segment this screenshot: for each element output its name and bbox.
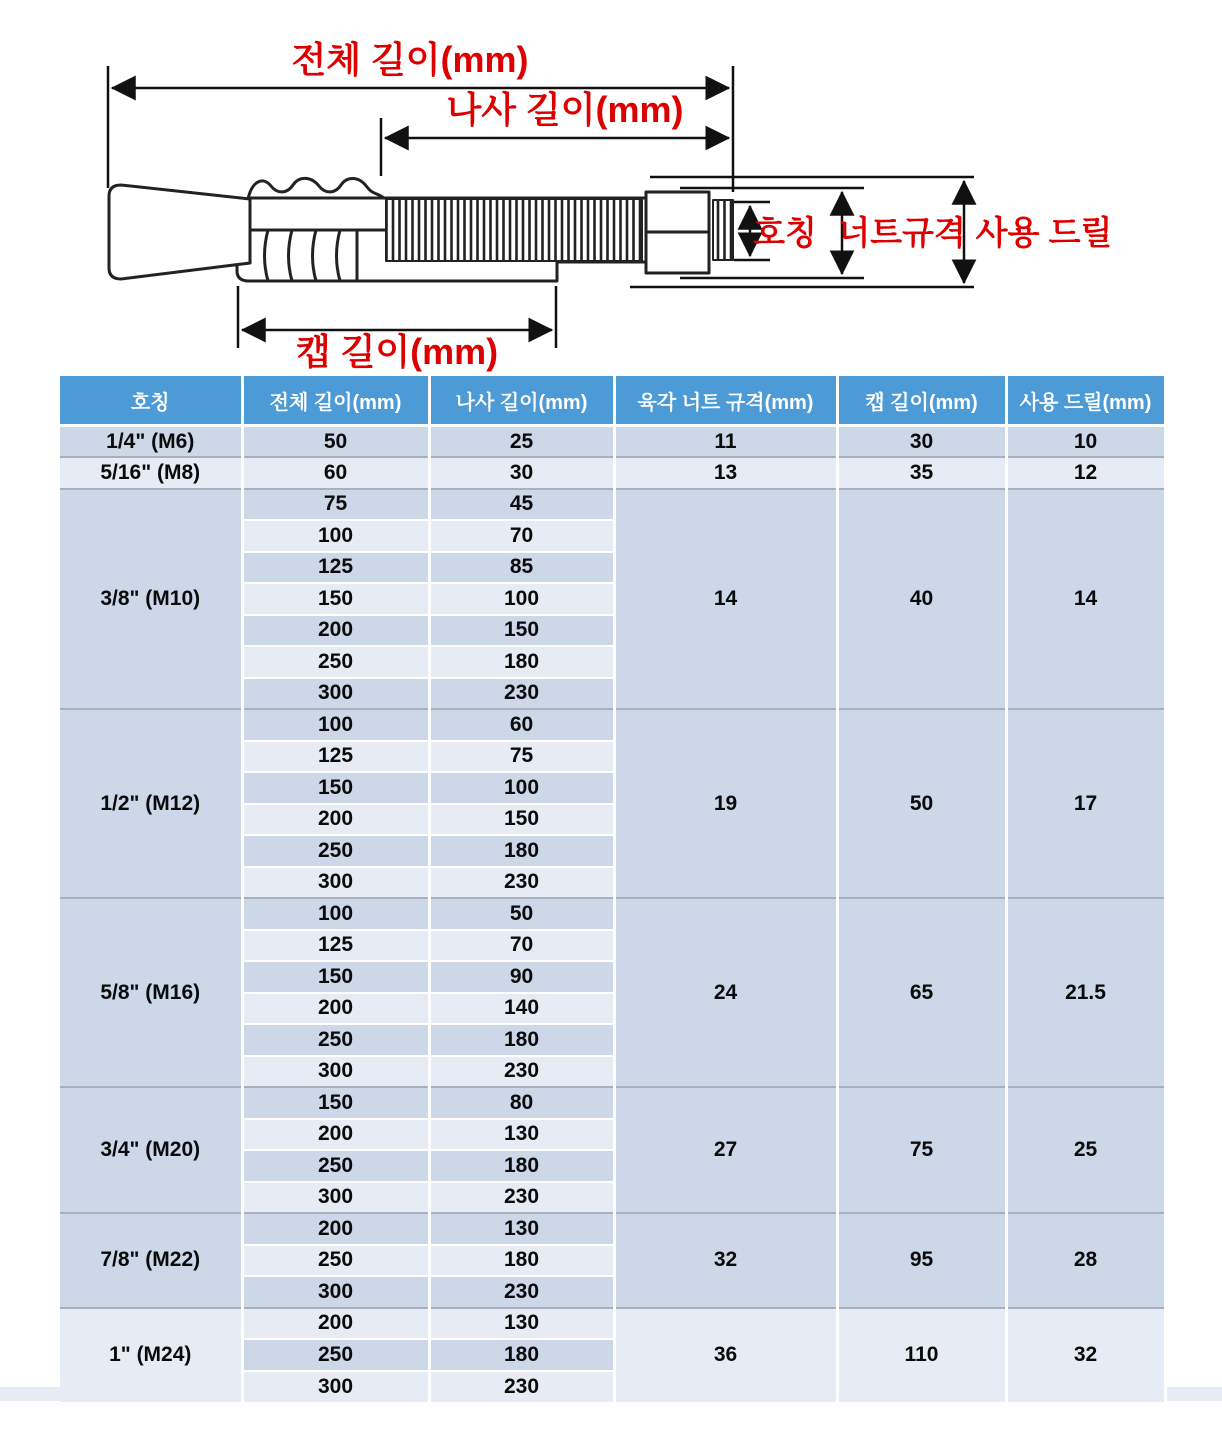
thread-length-cell: 100 bbox=[429, 772, 614, 804]
designation-cell: 3/8" (M10) bbox=[60, 489, 242, 710]
thread-length-cell: 140 bbox=[429, 993, 614, 1025]
total-length-cell: 300 bbox=[242, 1056, 429, 1088]
thread-length-cell: 230 bbox=[429, 1371, 614, 1403]
header-row bbox=[60, 376, 1165, 426]
table-row bbox=[60, 489, 1165, 521]
drill-label: 사용 드릴 bbox=[975, 214, 1113, 251]
spec-table bbox=[60, 376, 1167, 1402]
total-length-cell: 250 bbox=[242, 1245, 429, 1277]
thread-length-cell: 90 bbox=[429, 961, 614, 993]
total-length-cell: 125 bbox=[242, 930, 429, 962]
total-length-cell: 75 bbox=[242, 489, 429, 521]
designation-cell: 1/4" (M6) bbox=[60, 426, 242, 458]
total-length-cell: 300 bbox=[242, 678, 429, 710]
drill-size-cell: 10 bbox=[1006, 426, 1165, 458]
total-length-cell: 60 bbox=[242, 457, 429, 489]
total-length-cell: 150 bbox=[242, 772, 429, 804]
cap-length-cell: 110 bbox=[837, 1308, 1006, 1403]
thread-pattern bbox=[386, 199, 642, 261]
nut-size-cell: 19 bbox=[614, 709, 837, 898]
thread-length-cell: 60 bbox=[429, 709, 614, 741]
thread-length-cell: 180 bbox=[429, 1150, 614, 1182]
nut-size-cell: 14 bbox=[614, 489, 837, 710]
total-length-cell: 125 bbox=[242, 741, 429, 773]
cap-length-cell: 30 bbox=[837, 426, 1006, 458]
total-length-cell: 50 bbox=[242, 426, 429, 458]
drill-size-cell: 17 bbox=[1006, 709, 1165, 898]
total-length-cell: 300 bbox=[242, 867, 429, 899]
crimp-shape bbox=[248, 178, 385, 199]
thread-length-cell: 45 bbox=[429, 489, 614, 521]
drill-size-cell: 25 bbox=[1006, 1087, 1165, 1213]
anchor-diagram-svg bbox=[0, 0, 1222, 372]
total-length-cell: 300 bbox=[242, 1182, 429, 1214]
total-length-cell: 200 bbox=[242, 804, 429, 836]
nominal-label: 호칭 bbox=[753, 214, 817, 251]
thread-length-cell: 230 bbox=[429, 1056, 614, 1088]
anchor-diagram bbox=[0, 0, 1222, 372]
column-header: 나사 길이(mm) bbox=[429, 376, 614, 426]
thread-length-cell: 30 bbox=[429, 457, 614, 489]
wedge-clip-shape bbox=[109, 185, 250, 279]
designation-cell: 5/8" (M16) bbox=[60, 898, 242, 1087]
table-row bbox=[60, 1213, 1165, 1245]
table-row bbox=[60, 1087, 1165, 1119]
table-row bbox=[60, 1308, 1165, 1340]
nut-size-cell: 27 bbox=[614, 1087, 837, 1213]
spec-table-header bbox=[60, 376, 1165, 426]
anchor-bolt-drawing bbox=[109, 178, 733, 281]
designation-cell: 7/8" (M22) bbox=[60, 1213, 242, 1308]
cap-length-cell: 75 bbox=[837, 1087, 1006, 1213]
table-row bbox=[60, 457, 1165, 489]
thread-length-cell: 230 bbox=[429, 1276, 614, 1308]
bolt-tip-shape bbox=[713, 200, 733, 260]
total-length-cell: 150 bbox=[242, 1087, 429, 1119]
thread-length-cell: 80 bbox=[429, 1087, 614, 1119]
drill-size-cell: 14 bbox=[1006, 489, 1165, 710]
nut-spec-label: 너트규격 bbox=[838, 214, 966, 251]
total-length-cell: 200 bbox=[242, 1213, 429, 1245]
designation-cell: 1" (M24) bbox=[60, 1308, 242, 1403]
thread-length-cell: 230 bbox=[429, 1182, 614, 1214]
cap-length-cell: 40 bbox=[837, 489, 1006, 710]
designation-cell: 5/16" (M8) bbox=[60, 457, 242, 489]
total-length-cell: 250 bbox=[242, 1150, 429, 1182]
nut-size-cell: 36 bbox=[614, 1308, 837, 1403]
thread-length-cell: 70 bbox=[429, 930, 614, 962]
thread-length-cell: 130 bbox=[429, 1308, 614, 1340]
total-length-label: 전체 길이(mm) bbox=[291, 39, 529, 80]
nut-size-cell: 24 bbox=[614, 898, 837, 1087]
table-row bbox=[60, 898, 1165, 930]
total-length-cell: 200 bbox=[242, 1308, 429, 1340]
total-length-cell: 100 bbox=[242, 709, 429, 741]
nut-size-cell: 11 bbox=[614, 426, 837, 458]
designation-cell: 1/2" (M12) bbox=[60, 709, 242, 898]
total-length-cell: 150 bbox=[242, 583, 429, 615]
column-header: 캡 길이(mm) bbox=[837, 376, 1006, 426]
thread-length-cell: 180 bbox=[429, 1339, 614, 1371]
thread-length-cell: 150 bbox=[429, 615, 614, 647]
thread-length-cell: 230 bbox=[429, 867, 614, 899]
total-length-cell: 100 bbox=[242, 898, 429, 930]
thread-length-cell: 180 bbox=[429, 1024, 614, 1056]
total-length-cell: 250 bbox=[242, 1339, 429, 1371]
cap-length-cell: 95 bbox=[837, 1213, 1006, 1308]
nut-size-cell: 32 bbox=[614, 1213, 837, 1308]
total-length-cell: 125 bbox=[242, 552, 429, 584]
thread-length-cell: 230 bbox=[429, 678, 614, 710]
column-header: 육각 너트 규격(mm) bbox=[614, 376, 837, 426]
total-length-cell: 300 bbox=[242, 1371, 429, 1403]
cap-length-label: 캡 길이(mm) bbox=[295, 331, 499, 372]
thread-length-cell: 75 bbox=[429, 741, 614, 773]
total-length-cell: 150 bbox=[242, 961, 429, 993]
drill-size-cell: 28 bbox=[1006, 1213, 1165, 1308]
thread-length-cell: 70 bbox=[429, 520, 614, 552]
column-header: 사용 드릴(mm) bbox=[1006, 376, 1165, 426]
thread-length-cell: 180 bbox=[429, 646, 614, 678]
table-row bbox=[60, 709, 1165, 741]
total-length-cell: 250 bbox=[242, 1024, 429, 1056]
thread-length-cell: 150 bbox=[429, 804, 614, 836]
column-header: 호칭 bbox=[60, 376, 242, 426]
table-row bbox=[60, 426, 1165, 458]
drill-size-cell: 12 bbox=[1006, 457, 1165, 489]
thread-length-cell: 100 bbox=[429, 583, 614, 615]
total-length-cell: 250 bbox=[242, 835, 429, 867]
cap-length-cell: 35 bbox=[837, 457, 1006, 489]
total-length-cell: 200 bbox=[242, 993, 429, 1025]
column-header: 전체 길이(mm) bbox=[242, 376, 429, 426]
total-length-cell: 300 bbox=[242, 1276, 429, 1308]
cap-length-cell: 65 bbox=[837, 898, 1006, 1087]
total-length-cell: 200 bbox=[242, 1119, 429, 1151]
spec-table-wrap bbox=[60, 376, 1165, 1402]
total-length-cell: 100 bbox=[242, 520, 429, 552]
thread-length-cell: 85 bbox=[429, 552, 614, 584]
thread-length-cell: 180 bbox=[429, 835, 614, 867]
thread-length-cell: 25 bbox=[429, 426, 614, 458]
total-length-cell: 250 bbox=[242, 646, 429, 678]
drill-size-cell: 32 bbox=[1006, 1308, 1165, 1403]
designation-cell: 3/4" (M20) bbox=[60, 1087, 242, 1213]
nut-size-cell: 13 bbox=[614, 457, 837, 489]
thread-length-cell: 130 bbox=[429, 1119, 614, 1151]
drill-size-cell: 21.5 bbox=[1006, 898, 1165, 1087]
thread-length-cell: 50 bbox=[429, 898, 614, 930]
thread-length-cell: 130 bbox=[429, 1213, 614, 1245]
spec-table-body bbox=[60, 426, 1165, 1403]
total-length-cell: 200 bbox=[242, 615, 429, 647]
thread-length-label: 나사 길이(mm) bbox=[446, 89, 684, 130]
thread-length-cell: 180 bbox=[429, 1245, 614, 1277]
cap-length-cell: 50 bbox=[837, 709, 1006, 898]
